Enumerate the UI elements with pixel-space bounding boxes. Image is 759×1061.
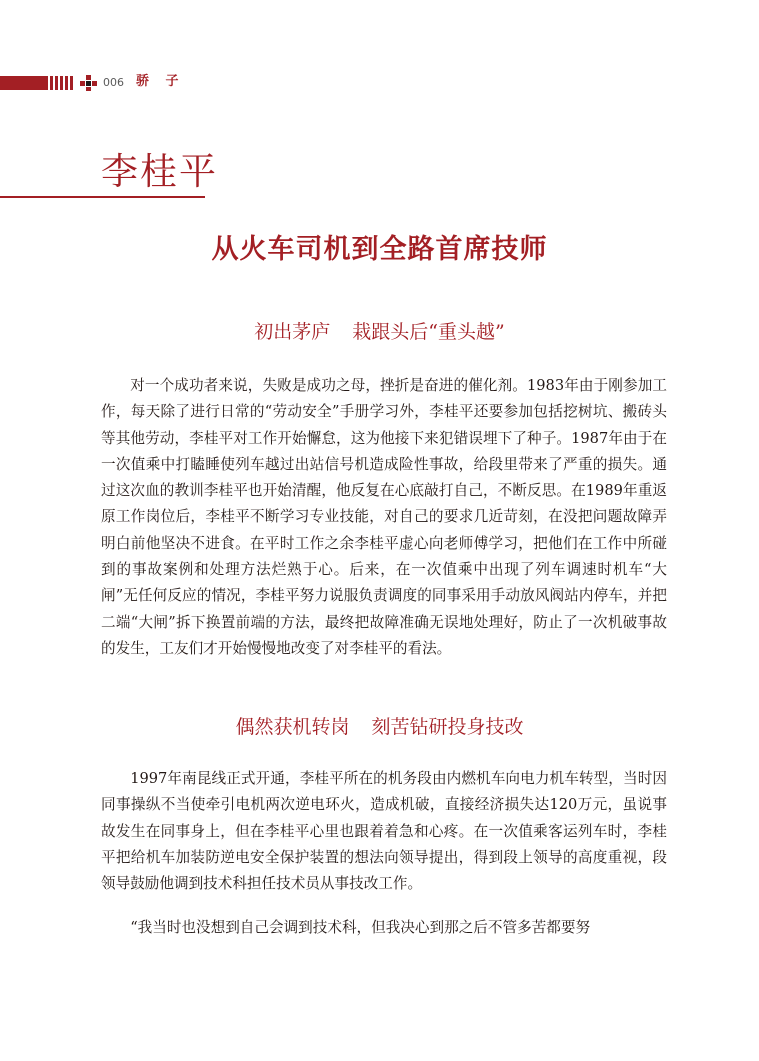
header-dots-ornament xyxy=(80,75,98,91)
name-underline-rule xyxy=(0,196,205,198)
paragraph: “我当时也没想到自己会调到技术科，但我决心到那之后不管多苦都要努 xyxy=(130,919,591,936)
section-heading-1-left: 初出茅庐 xyxy=(254,321,331,343)
section-heading-2-left: 偶然获机转岗 xyxy=(235,716,350,738)
article-title: 从火车司机到全路首席技师 xyxy=(211,234,548,265)
section-heading-1 xyxy=(0,318,759,346)
section-heading-2 xyxy=(0,713,759,741)
header-stripes-ornament xyxy=(50,76,78,90)
person-name: 李桂平 xyxy=(101,150,218,193)
section-name: 骄 子 xyxy=(136,74,185,89)
header-color-bar xyxy=(0,76,48,90)
paragraph: 对一个成功者来说，失败是成功之母，挫折是奋进的催化剂。1983年由于刚参加工作，每天除了进行日常的“劳动安全”手册学习外，李桂平还要参加包括挖树坑、搬砖头等其他劳动，李桂平对工作开始懈怠，这为他接下来犯错误埋下了种子。1987年由于在一次值乘中打瞌睡使列车越过出站信号机造成险性事故，给段里带来了严重的损失。通过这次血的教训李桂平也开始清醒，他反复在心底敲打自己，不断反思。在1989年重返原工作岗位后，李桂平不断学习专业技能，对自己的要求几近苛刻，在没把问题故障弄明白前他坚决不进食。在平时工作之余李桂平虚心向老师傅学习，把他们在工作中所碰到的事故案例和处理方法烂熟于心。后来，在一次值乘中出现了列车调速时机车“大闸”无任何反应的情况，李桂平努力说服负责调度的同事采用手动放风阀站内停车，并把二端“大闸”拆下换置前端的方法，最终把故障准确无误地处理好，防止了一次机破事故的发生，工友们才开始慢慢地改变了对李桂平的看法。 xyxy=(101,377,667,657)
section-heading-2-right: 刻苦钻研投身技改 xyxy=(371,716,524,738)
page-number: 006 xyxy=(103,76,124,89)
section-heading-1-right: 栽跟头后“重头越” xyxy=(352,321,505,343)
paragraph: 1997年南昆线正式开通，李桂平所在的机务段由内燃机车向电力机车转型，当时因同事操纵不当使牵引电机两次逆电环火，造成机破，直接经济损失达120万元，虽说事故发生在同事身上，但在李桂平心里也跟着着急和心疼。在一次值乘客运列车时，李桂平把给机车加装防逆电安全保护装置的想法向领导提出，得到段上领导的高度重视，段领导鼓励他调到技术科担任技术员从事技改工作。 xyxy=(101,770,667,893)
